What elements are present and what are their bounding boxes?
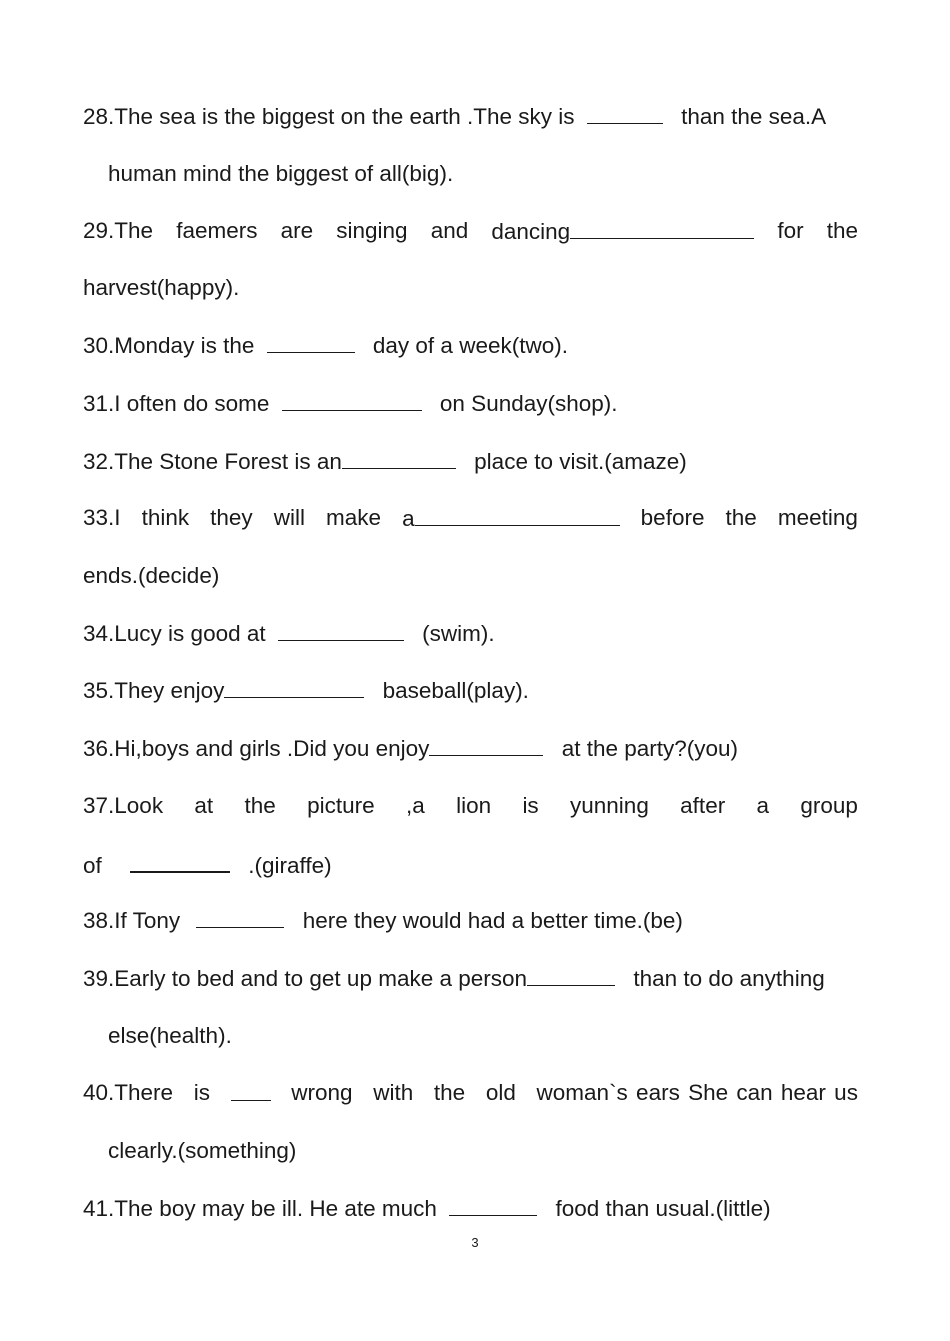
word: for	[777, 218, 804, 243]
answer-blank[interactable]	[196, 905, 284, 928]
word: woman`s ears She can hear us	[536, 1080, 858, 1105]
question-35	[83, 675, 858, 706]
word: with	[373, 1080, 414, 1105]
question-text: 35.They enjoy	[83, 678, 225, 703]
question-text: day of a week(two).	[372, 333, 568, 358]
question-30	[83, 330, 858, 361]
answer-blank[interactable]	[449, 1193, 537, 1216]
question-text: (swim).	[422, 621, 495, 646]
answer-blank[interactable]	[570, 216, 754, 239]
answer-blank[interactable]	[231, 1078, 271, 1101]
question-text: than the sea.A	[681, 104, 827, 129]
answer-blank[interactable]	[415, 503, 620, 526]
page-number: 3	[471, 1235, 479, 1250]
question-29-line-2: harvest(happy).	[83, 275, 240, 300]
question-37-line-1	[83, 791, 858, 821]
word: old	[485, 1080, 516, 1105]
answer-blank[interactable]	[342, 446, 456, 469]
question-32	[83, 446, 858, 477]
answer-blank[interactable]	[278, 618, 404, 641]
word: is	[522, 793, 539, 818]
question-text: 36.Hi,boys and girls .Did you enjoy	[83, 736, 430, 761]
word: faemers	[176, 218, 258, 243]
question-text: 30.Monday is the	[83, 333, 255, 358]
word: a	[756, 793, 770, 818]
word: the	[826, 218, 858, 243]
question-text: 38.If Tony	[83, 908, 181, 933]
question-text: 39.Early to bed and to get up make a person	[83, 966, 528, 991]
question-41	[83, 1193, 858, 1224]
question-text: 31.I often do some	[83, 391, 270, 416]
question-31	[83, 388, 858, 419]
question-40-line-1	[83, 1078, 858, 1108]
question-text: on Sunday(shop).	[439, 391, 618, 416]
question-text: of	[83, 853, 102, 878]
answer-blank[interactable]	[282, 388, 422, 411]
question-text: than to do anything	[633, 966, 825, 991]
answer-blank[interactable]	[527, 963, 615, 986]
word: meeting	[777, 505, 858, 530]
word: at	[194, 793, 214, 818]
word: the	[244, 793, 276, 818]
word: 37.Look	[83, 793, 164, 818]
word: picture	[307, 793, 375, 818]
word: they	[210, 505, 253, 530]
question-37-line-2	[83, 849, 858, 881]
word: the	[725, 505, 757, 530]
word: 29.The	[83, 218, 154, 243]
word: yunning	[570, 793, 649, 818]
word: singing	[336, 218, 408, 243]
word: the	[433, 1080, 466, 1105]
question-36	[83, 733, 858, 764]
word: are	[280, 218, 314, 243]
answer-blank[interactable]	[429, 733, 543, 756]
word: wrong	[291, 1080, 353, 1105]
question-text: here they would had a better time.(be)	[302, 908, 683, 933]
word: is	[193, 1080, 210, 1105]
question-text: 41.The boy may be ill. He ate much	[83, 1196, 437, 1221]
word: lion	[456, 793, 492, 818]
question-39-line-1	[83, 963, 858, 994]
word: a	[402, 506, 415, 531]
question-text: place to visit.(amaze)	[474, 449, 687, 474]
question-text: 28.The sea is the biggest on the earth .The sky is	[83, 104, 575, 129]
word: 40.There	[83, 1080, 174, 1105]
word: after	[680, 793, 726, 818]
word: dancing	[491, 219, 571, 244]
answer-blank[interactable]	[224, 675, 364, 698]
question-33-line-2: ends.(decide)	[83, 563, 220, 588]
question-text: 34.Lucy is good at	[83, 621, 266, 646]
word: group	[800, 793, 858, 818]
word: make	[326, 505, 382, 530]
question-39-line-2: else(health).	[108, 1023, 232, 1048]
question-text: food than usual.(little)	[555, 1196, 771, 1221]
question-text: at the party?(you)	[561, 736, 739, 761]
word: before	[640, 505, 705, 530]
answer-blank[interactable]	[587, 101, 663, 124]
word: 33.I	[83, 505, 121, 530]
answer-blank[interactable]	[267, 330, 355, 353]
question-29-line-1	[83, 216, 858, 247]
question-40-line-2: clearly.(something)	[108, 1138, 297, 1163]
question-28-line-2: human mind the biggest of all(big).	[108, 161, 454, 186]
question-text: .(giraffe)	[248, 853, 332, 878]
question-text: 32.The Stone Forest is an	[83, 449, 342, 474]
word: and	[430, 218, 469, 243]
word: ,a	[405, 793, 425, 818]
question-text: baseball(play).	[382, 678, 529, 703]
word: think	[141, 505, 190, 530]
word: will	[273, 505, 305, 530]
question-34	[83, 618, 858, 649]
question-33-line-1	[83, 503, 858, 534]
question-28-line-1	[83, 101, 858, 132]
answer-blank[interactable]	[130, 849, 230, 873]
question-38	[83, 905, 858, 936]
